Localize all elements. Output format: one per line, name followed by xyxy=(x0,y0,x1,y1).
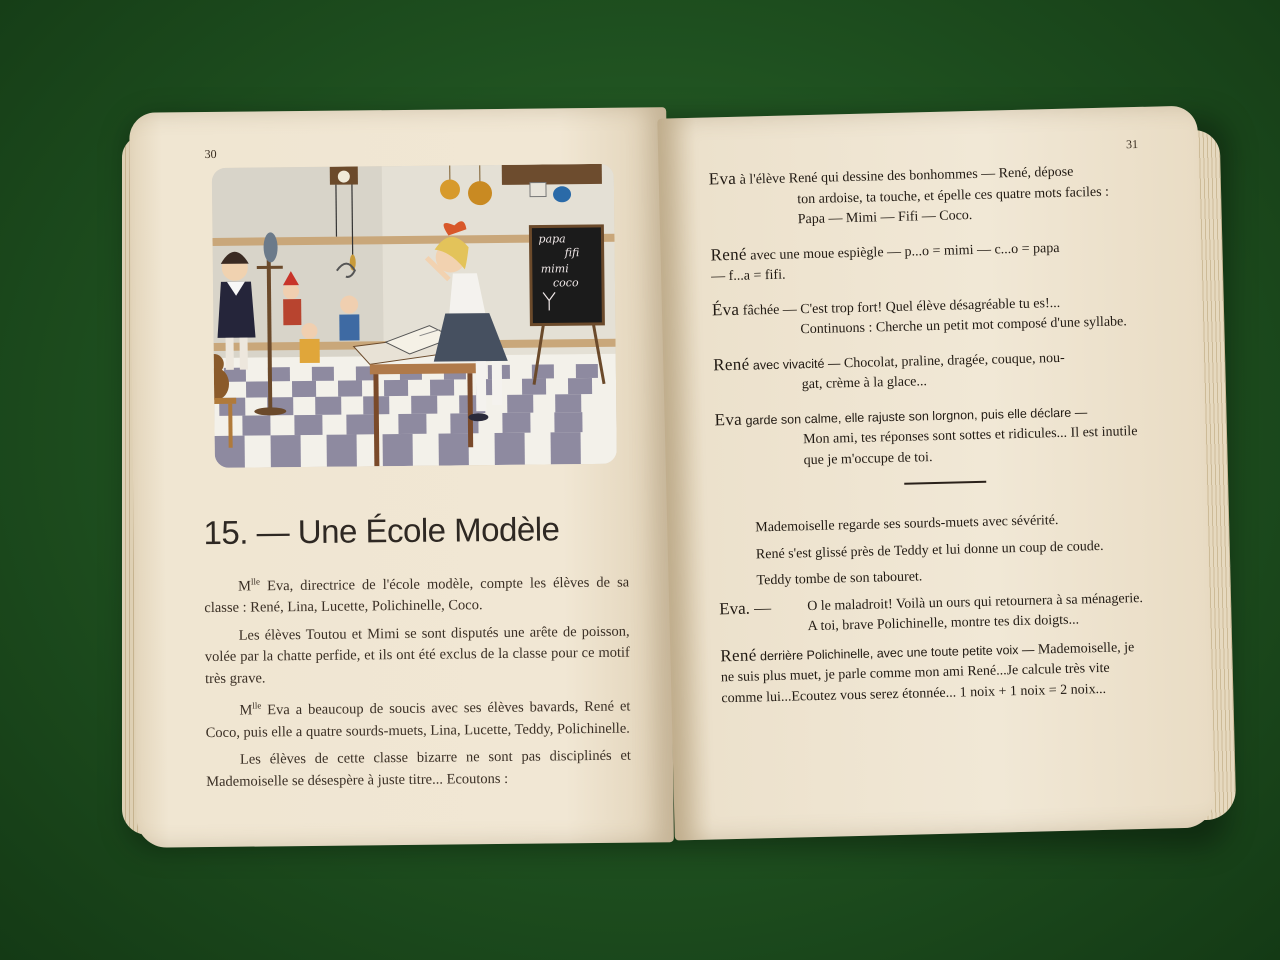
dialogue-line: René avec une moue espiègle — p...o = mimi — c...o = papa — f...a = fifi. xyxy=(710,240,1060,285)
classroom-illustration xyxy=(212,164,617,468)
section-separator xyxy=(904,481,986,485)
dialogue-line: Éva fâchée — C'est trop fort! Quel élève désagréable tu es!... Continuons : Cherche un petit mot composé d'une syllabe. xyxy=(711,295,1127,338)
chalkboard-word-1: papa xyxy=(538,232,566,246)
paragraph-2: Les élèves Toutou et Mimi se sont disputés une arête de poisson, volée par la chatte perfide, et ils ont été exclus de la classe pour ce motif très grave. xyxy=(204,623,630,687)
dialogue-line: René derrière Polichinelle, avec une toute petite voix — Mademoiselle, je ne suis plus muet, je parle comme mon ami René...Je calcule très vite comme lui...Ecoutez vous serez étonnée... 1 noix + 1 noix = 2 noix... xyxy=(720,639,1135,706)
dialogue-line: Eva. — O le maladroit! Voilà un ours qui retournera à sa ménagerie. A toi, brave Polichinelle, montre tes dix doigts... xyxy=(719,590,1144,635)
right-body-text xyxy=(709,159,1152,721)
narration-line: René s'est glissé près de Teddy et lui donne un coup de coude. xyxy=(755,538,1104,562)
dialogue-line: Eva à l'élève René qui dessine des bonhommes — René, dépose ton ardoise, ta touche, et épelle ces quatre mots faciles : Papa — Mimi — Fifi — Coco. xyxy=(708,164,1110,228)
left-body-text xyxy=(204,568,631,800)
dialogue-line: Eva garde son calme, elle rajuste son lorgnon, puis elle déclare — Mon ami, tes réponses sont sottes et ridicules... Il est inutile que je m'occupe de toi. xyxy=(714,404,1138,468)
page-number-left: 30 xyxy=(204,146,217,162)
page-number-right: 31 xyxy=(1125,136,1139,152)
dialogue-line: René avec vivacité — Chocolat, praline, dragée, couque, nou- gat, crème à la glace... xyxy=(713,350,1065,393)
paragraph-4: Les élèves de cette classe bizarre ne sont pas disciplinés et Mademoiselle se désespère à juste titre... Ecoutons : xyxy=(206,747,632,790)
chalkboard-word-3: mimi xyxy=(540,262,569,276)
right-page xyxy=(657,106,1214,841)
left-page xyxy=(129,107,674,848)
chapter-title: 15. — Une École Modèle xyxy=(203,510,560,552)
paragraph-3: $M^{lle}$ Eva a beaucoup de soucis avec ses élèves bavards, René et Coco, puis elle a quatre sourds-muets, Lina, Lucette, Teddy, Polichinelle. xyxy=(205,698,631,741)
narration-line: Mademoiselle regarde ses sourds-muets avec sévérité. xyxy=(755,513,1059,536)
chalkboard-word-2: fifi xyxy=(564,246,580,260)
chalkboard-word-4: coco xyxy=(552,276,579,290)
narration-line: Teddy tombe de son tabouret. xyxy=(756,569,923,589)
paragraph-1: $M^{lle}$ Eva, directrice de l'école modèle, compte les élèves de sa classe : René, Lina, Lucette, Polichinelle, Coco. xyxy=(204,574,630,617)
